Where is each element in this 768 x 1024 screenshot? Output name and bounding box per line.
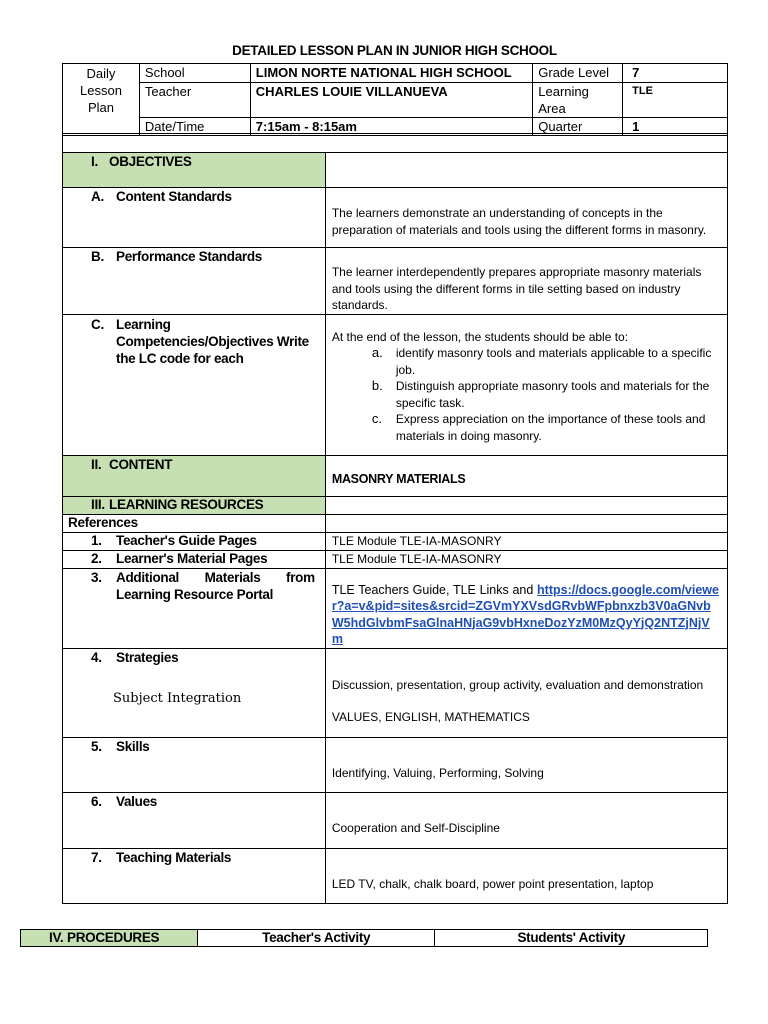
learners-material-value: TLE Module TLE-IA-MASONRY bbox=[331, 551, 502, 566]
teaching-materials-label: Teaching Materials bbox=[116, 849, 232, 865]
section-number: IV. bbox=[49, 930, 64, 945]
datetime-label: Date/Time bbox=[139, 118, 250, 136]
item-number: 5. bbox=[91, 738, 102, 754]
resources-heading-cell bbox=[63, 496, 326, 514]
item-number: 4. bbox=[91, 649, 102, 665]
learning-area-value: TLE bbox=[623, 83, 728, 118]
teachers-guide-label: Teacher's Guide Pages bbox=[116, 532, 257, 548]
list-item: c. Express appreciation on the importance of these tools and materials in doing masonry. bbox=[371, 411, 706, 443]
competencies-list bbox=[326, 345, 727, 444]
grade-level-label: Grade Level bbox=[533, 64, 623, 83]
competencies-label: Learning Competencies/Objectives Write the LC code for each bbox=[116, 316, 309, 366]
content-standards-text: The learners demonstrate an understanding of concepts in the preparation of materials and tools using the different forms in masonry. bbox=[331, 206, 707, 237]
item-number: 7. bbox=[91, 849, 102, 865]
teachers-guide-value: TLE Module TLE-IA-MASONRY bbox=[331, 533, 502, 548]
item-number: 2. bbox=[91, 550, 102, 566]
subject-integration-label: Subject Integration bbox=[113, 690, 242, 706]
additional-materials-label: Additional Materials from Learning Resource Portal bbox=[116, 569, 315, 602]
procedures-heading-cell bbox=[21, 930, 198, 947]
references-label: References bbox=[68, 514, 138, 530]
daily-lesson-plan-label: Daily Lesson Plan bbox=[63, 64, 140, 136]
section-number: II. bbox=[91, 456, 102, 472]
list-item: b. Distinguish appropriate masonry tools and materials for the specific task. bbox=[371, 378, 710, 410]
subject-integration-value: VALUES, ENGLISH, MATHEMATICS bbox=[331, 710, 530, 724]
learning-area-label: Learning Area bbox=[533, 83, 623, 118]
resource-portal-link[interactable]: https://docs.google.com/viewer?a=v&pid=sites&srcid=ZGVmYXVsdGRvbWFpbnxzb3V0aGNvbW5hdGlvbmFsaGlnaHNjaG9vbHxneDozYzM0MzQyYjQ2NTZjNjVm bbox=[331, 582, 719, 646]
section-number: I. bbox=[91, 154, 98, 169]
procedures-table bbox=[20, 929, 708, 947]
strategies-label: Strategies bbox=[116, 649, 179, 665]
competencies-intro: At the end of the lesson, the students should be able to: bbox=[331, 329, 629, 344]
item-number: A. bbox=[91, 189, 104, 204]
datetime-value: 7:15am - 8:15am bbox=[250, 118, 532, 136]
content-heading: CONTENT bbox=[109, 456, 173, 472]
performance-standards-label: Performance Standards bbox=[116, 249, 263, 264]
lesson-table bbox=[62, 133, 728, 904]
skills-value: Identifying, Valuing, Performing, Solving bbox=[331, 765, 544, 780]
quarter-value: 1 bbox=[623, 118, 728, 136]
content-standards-label: Content Standards bbox=[116, 189, 232, 204]
teacher-value: CHARLES LOUIE VILLANUEVA bbox=[250, 83, 532, 118]
item-number: 3. bbox=[91, 569, 102, 585]
page-title: DETAILED LESSON PLAN IN JUNIOR HIGH SCHOOL bbox=[232, 43, 557, 58]
spacer-row bbox=[63, 134, 728, 153]
additional-materials-text: TLE Teachers Guide, TLE Links and bbox=[331, 582, 534, 597]
learners-material-label: Learner's Material Pages bbox=[116, 550, 268, 566]
values-label: Values bbox=[116, 793, 157, 809]
school-label: School bbox=[139, 64, 250, 83]
item-number: 1. bbox=[91, 532, 102, 548]
resources-heading: LEARNING RESOURCES bbox=[109, 496, 264, 512]
grade-level-value: 7 bbox=[623, 64, 728, 83]
objectives-heading-cell bbox=[63, 153, 326, 188]
values-value: Cooperation and Self-Discipline bbox=[331, 820, 500, 835]
strategies-value: Discussion, presentation, group activity, evaluation and demonstration bbox=[331, 677, 704, 692]
performance-standards-text: The learner interdependently prepares appropriate masonry materials and tools using the different forms in tile setting based on industry standards. bbox=[331, 265, 702, 312]
skills-label: Skills bbox=[116, 738, 150, 754]
item-number: B. bbox=[91, 249, 104, 264]
teacher-label: Teacher bbox=[139, 83, 250, 118]
header-table bbox=[62, 63, 728, 136]
section-number: III. bbox=[91, 496, 105, 512]
item-number: C. bbox=[91, 316, 104, 332]
content-value: MASONRY MATERIALS bbox=[331, 471, 466, 486]
school-value: LIMON NORTE NATIONAL HIGH SCHOOL bbox=[250, 64, 532, 83]
item-number: 6. bbox=[91, 793, 102, 809]
objectives-heading: OBJECTIVES bbox=[109, 154, 192, 169]
teaching-materials-value: LED TV, chalk, chalk board, power point presentation, laptop bbox=[331, 876, 654, 891]
procedures-heading: PROCEDURES bbox=[67, 930, 160, 945]
students-activity-header: Students' Activity bbox=[435, 930, 708, 947]
quarter-label: Quarter bbox=[533, 118, 623, 136]
content-heading-cell bbox=[63, 455, 326, 496]
teacher-activity-header: Teacher's Activity bbox=[197, 930, 435, 947]
list-item: a. identify masonry tools and materials applicable to a specific job. bbox=[371, 345, 712, 377]
